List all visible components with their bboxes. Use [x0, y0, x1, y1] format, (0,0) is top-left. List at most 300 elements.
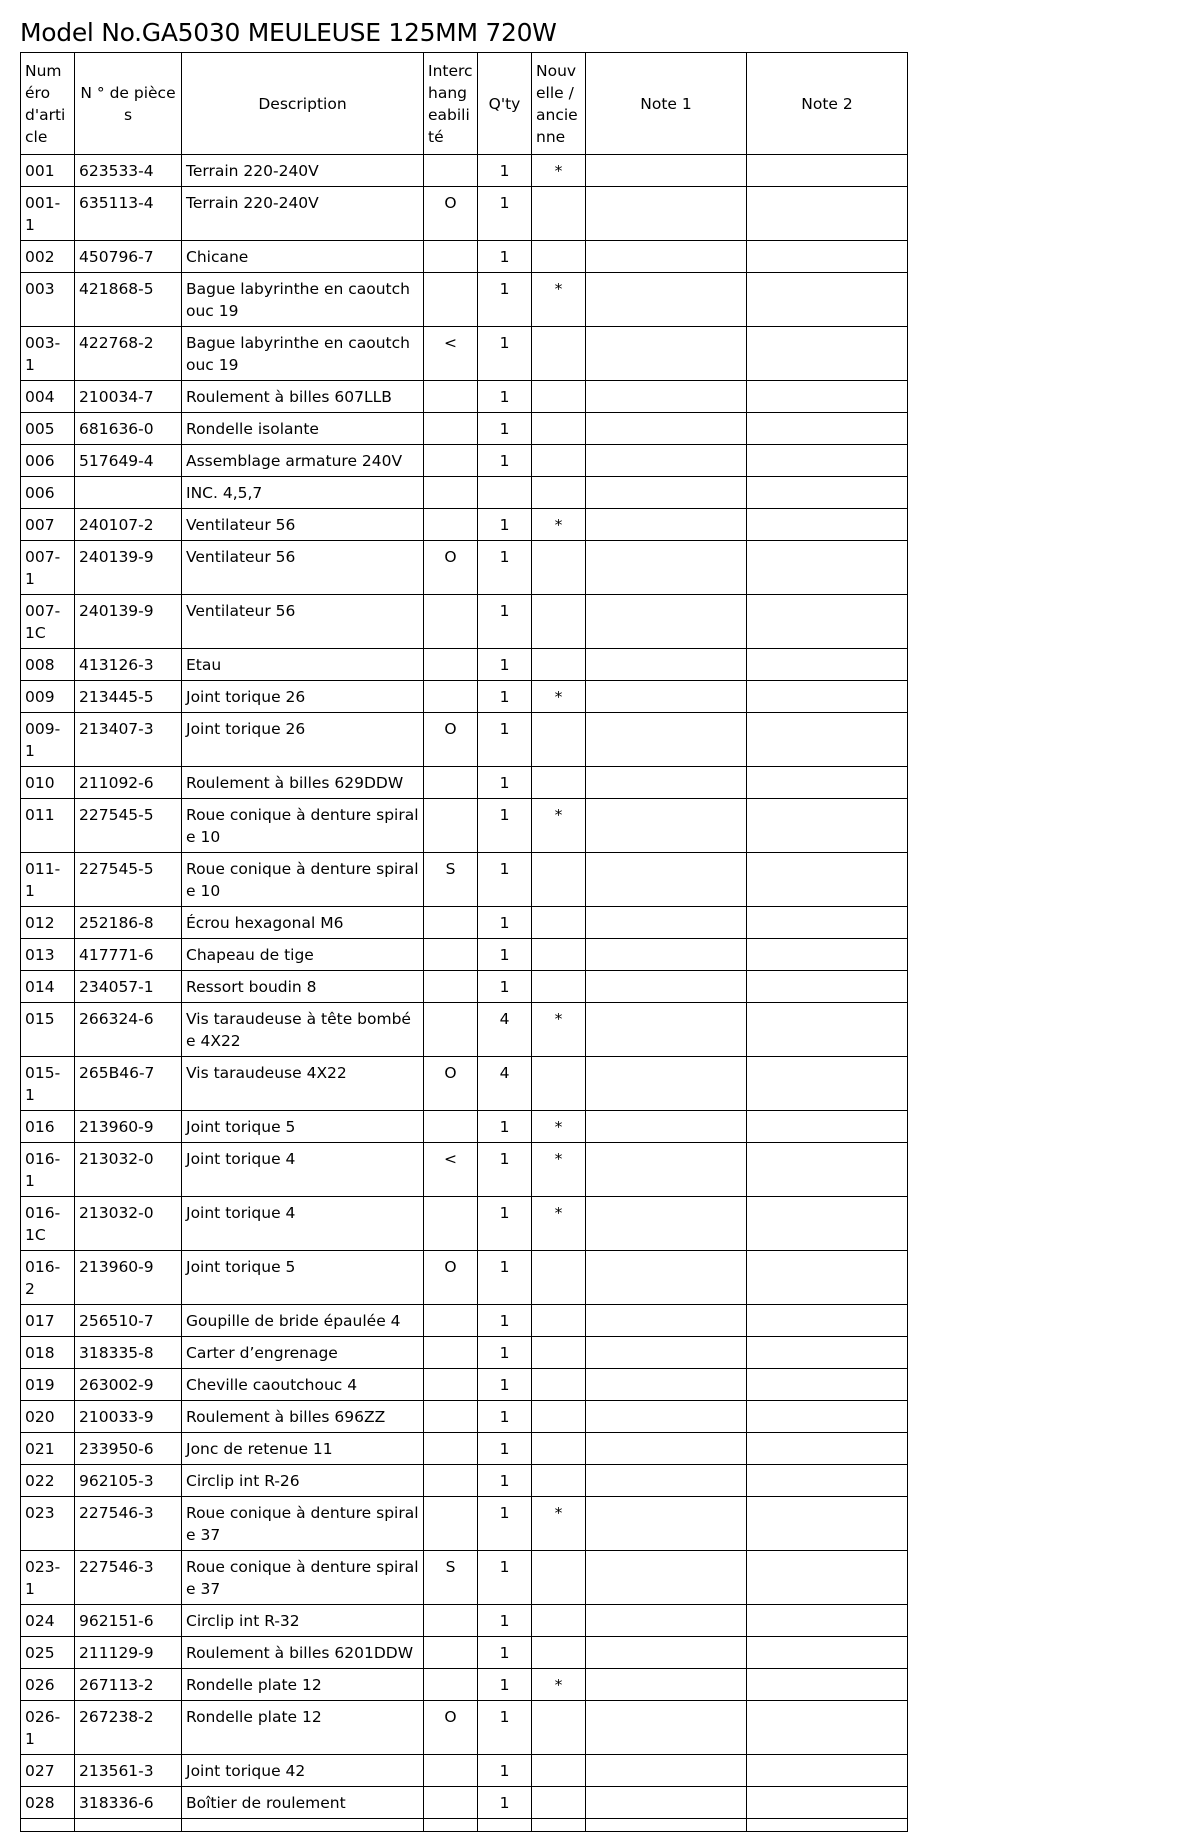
note-2-cell [747, 477, 908, 509]
table-row [21, 649, 908, 681]
table-row [21, 509, 908, 541]
empty-cell [747, 1819, 908, 1832]
item-no-cell: 013 [21, 939, 75, 971]
part-no-cell: 211092-6 [75, 767, 182, 799]
description-cell: Circlip int R-32 [182, 1605, 424, 1637]
qty-cell: 1 [478, 1305, 532, 1337]
description-cell: Joint torique 26 [182, 713, 424, 767]
note-2-cell [747, 1143, 908, 1197]
part-no-cell: 421868-5 [75, 273, 182, 327]
note-1-cell [586, 327, 747, 381]
table-row [21, 1369, 908, 1401]
new-old-cell [532, 939, 586, 971]
new-old-cell [532, 649, 586, 681]
part-no-cell: 517649-4 [75, 445, 182, 477]
note-2-cell [747, 713, 908, 767]
new-old-cell [532, 327, 586, 381]
interchangeability-cell [424, 477, 478, 509]
header-description: Description [182, 53, 424, 155]
qty-cell: 1 [478, 273, 532, 327]
note-2-cell [747, 509, 908, 541]
qty-cell: 1 [478, 1701, 532, 1755]
new-old-cell: * [532, 509, 586, 541]
note-1-cell [586, 241, 747, 273]
new-old-cell [532, 767, 586, 799]
new-old-cell [532, 1637, 586, 1669]
interchangeability-cell [424, 1605, 478, 1637]
description-cell: Ressort boudin 8 [182, 971, 424, 1003]
qty-cell: 1 [478, 1497, 532, 1551]
qty-cell: 1 [478, 1197, 532, 1251]
description-cell: Terrain 220-240V [182, 187, 424, 241]
part-no-cell: 417771-6 [75, 939, 182, 971]
table-row [21, 155, 908, 187]
qty-cell: 1 [478, 1111, 532, 1143]
interchangeability-cell [424, 509, 478, 541]
item-no-cell: 025 [21, 1637, 75, 1669]
item-no-cell: 003 [21, 273, 75, 327]
qty-cell: 1 [478, 649, 532, 681]
note-2-cell [747, 939, 908, 971]
description-cell: Joint torique 5 [182, 1111, 424, 1143]
item-no-cell: 023 [21, 1497, 75, 1551]
note-2-cell [747, 445, 908, 477]
description-cell: Terrain 220-240V [182, 155, 424, 187]
interchangeability-cell: S [424, 853, 478, 907]
qty-cell: 1 [478, 541, 532, 595]
qty-cell: 1 [478, 939, 532, 971]
item-no-cell: 020 [21, 1401, 75, 1433]
table-row [21, 241, 908, 273]
new-old-cell [532, 477, 586, 509]
note-1-cell [586, 187, 747, 241]
description-cell: Roulement à billes 696ZZ [182, 1401, 424, 1433]
part-no-cell: 240139-9 [75, 541, 182, 595]
part-no-cell: 267238-2 [75, 1701, 182, 1755]
description-cell: Joint torique 26 [182, 681, 424, 713]
empty-cell [532, 1819, 586, 1832]
note-1-cell [586, 1669, 747, 1701]
qty-cell: 1 [478, 187, 532, 241]
note-2-cell [747, 1057, 908, 1111]
description-cell: Vis taraudeuse à tête bombée 4X22 [182, 1003, 424, 1057]
part-no-cell: 210033-9 [75, 1401, 182, 1433]
table-row [21, 1669, 908, 1701]
new-old-cell: * [532, 799, 586, 853]
table-row [21, 595, 908, 649]
note-1-cell [586, 681, 747, 713]
note-1-cell [586, 1497, 747, 1551]
part-no-cell: 213960-9 [75, 1251, 182, 1305]
new-old-cell [532, 907, 586, 939]
description-cell: Chicane [182, 241, 424, 273]
part-no-cell: 227546-3 [75, 1551, 182, 1605]
new-old-cell: * [532, 681, 586, 713]
qty-cell: 4 [478, 1057, 532, 1111]
item-no-cell: 007-1 [21, 541, 75, 595]
interchangeability-cell [424, 381, 478, 413]
table-row [21, 853, 908, 907]
interchangeability-cell [424, 681, 478, 713]
item-no-cell: 026-1 [21, 1701, 75, 1755]
new-old-cell [532, 1401, 586, 1433]
new-old-cell [532, 1465, 586, 1497]
qty-cell: 1 [478, 1433, 532, 1465]
interchangeability-cell [424, 1111, 478, 1143]
note-1-cell [586, 273, 747, 327]
item-no-cell: 008 [21, 649, 75, 681]
qty-cell: 1 [478, 1605, 532, 1637]
qty-cell: 1 [478, 1465, 532, 1497]
description-cell: Ventilateur 56 [182, 595, 424, 649]
table-row [21, 767, 908, 799]
table-row [21, 1433, 908, 1465]
interchangeability-cell: O [424, 1251, 478, 1305]
note-2-cell [747, 1337, 908, 1369]
item-no-cell: 007 [21, 509, 75, 541]
part-no-cell: 681636-0 [75, 413, 182, 445]
new-old-cell: * [532, 1669, 586, 1701]
note-1-cell [586, 1251, 747, 1305]
description-cell: Bague labyrinthe en caoutchouc 19 [182, 273, 424, 327]
empty-cell [424, 1819, 478, 1832]
new-old-cell: * [532, 1197, 586, 1251]
part-no-cell: 234057-1 [75, 971, 182, 1003]
item-no-cell: 017 [21, 1305, 75, 1337]
item-no-cell: 021 [21, 1433, 75, 1465]
item-no-cell: 024 [21, 1605, 75, 1637]
part-no-cell: 213407-3 [75, 713, 182, 767]
description-cell: Joint torique 5 [182, 1251, 424, 1305]
interchangeability-cell [424, 799, 478, 853]
item-no-cell: 002 [21, 241, 75, 273]
description-cell: Roulement à billes 607LLB [182, 381, 424, 413]
description-cell: Roue conique à denture spirale 37 [182, 1551, 424, 1605]
new-old-cell [532, 241, 586, 273]
interchangeability-cell [424, 1497, 478, 1551]
part-no-cell: 213445-5 [75, 681, 182, 713]
note-1-cell [586, 1637, 747, 1669]
note-2-cell [747, 327, 908, 381]
note-2-cell [747, 1605, 908, 1637]
note-2-cell [747, 1755, 908, 1787]
part-no-cell: 233950-6 [75, 1433, 182, 1465]
header-interchangeability: Interchangeabilité [424, 53, 478, 155]
item-no-cell: 005 [21, 413, 75, 445]
part-no-cell: 318336-6 [75, 1787, 182, 1819]
table-row [21, 1003, 908, 1057]
note-2-cell [747, 1197, 908, 1251]
qty-cell: 1 [478, 713, 532, 767]
note-1-cell [586, 649, 747, 681]
interchangeability-cell [424, 767, 478, 799]
item-no-cell: 023-1 [21, 1551, 75, 1605]
note-2-cell [747, 1669, 908, 1701]
new-old-cell: * [532, 1143, 586, 1197]
qty-cell: 1 [478, 1143, 532, 1197]
header-note-1: Note 1 [586, 53, 747, 155]
note-2-cell [747, 187, 908, 241]
new-old-cell [532, 1369, 586, 1401]
part-no-cell: 635113-4 [75, 187, 182, 241]
note-1-cell [586, 1111, 747, 1143]
header-note-2: Note 2 [747, 53, 908, 155]
table-row [21, 1465, 908, 1497]
note-2-cell [747, 413, 908, 445]
note-1-cell [586, 155, 747, 187]
item-no-cell: 004 [21, 381, 75, 413]
description-cell: Joint torique 4 [182, 1143, 424, 1197]
interchangeability-cell [424, 1433, 478, 1465]
new-old-cell: * [532, 1111, 586, 1143]
note-1-cell [586, 1305, 747, 1337]
note-1-cell [586, 1057, 747, 1111]
table-row [21, 1143, 908, 1197]
interchangeability-cell [424, 649, 478, 681]
table-row [21, 799, 908, 853]
description-cell: Vis taraudeuse 4X22 [182, 1057, 424, 1111]
qty-cell: 1 [478, 853, 532, 907]
table-row [21, 187, 908, 241]
interchangeability-cell [424, 1637, 478, 1669]
part-no-cell: 318335-8 [75, 1337, 182, 1369]
interchangeability-cell [424, 1197, 478, 1251]
item-no-cell: 016-1C [21, 1197, 75, 1251]
note-2-cell [747, 241, 908, 273]
qty-cell: 1 [478, 155, 532, 187]
description-cell: Ventilateur 56 [182, 541, 424, 595]
note-2-cell [747, 155, 908, 187]
table-row [21, 445, 908, 477]
table-row [21, 381, 908, 413]
qty-cell: 1 [478, 381, 532, 413]
new-old-cell [532, 1337, 586, 1369]
table-row [21, 1551, 908, 1605]
item-no-cell: 006 [21, 445, 75, 477]
note-1-cell [586, 1401, 747, 1433]
table-row [21, 1637, 908, 1669]
new-old-cell [532, 1701, 586, 1755]
note-1-cell [586, 595, 747, 649]
description-cell: Joint torique 42 [182, 1755, 424, 1787]
new-old-cell [532, 713, 586, 767]
interchangeability-cell: O [424, 713, 478, 767]
qty-cell: 1 [478, 1369, 532, 1401]
qty-cell: 1 [478, 241, 532, 273]
new-old-cell: * [532, 155, 586, 187]
qty-cell: 1 [478, 1337, 532, 1369]
table-row [21, 477, 908, 509]
interchangeability-cell: O [424, 541, 478, 595]
interchangeability-cell: < [424, 1143, 478, 1197]
header-item-no: Numéro d'article [21, 53, 75, 155]
note-1-cell [586, 853, 747, 907]
table-row [21, 1251, 908, 1305]
table-row [21, 1605, 908, 1637]
qty-cell: 1 [478, 1755, 532, 1787]
item-no-cell: 014 [21, 971, 75, 1003]
item-no-cell: 003-1 [21, 327, 75, 381]
interchangeability-cell [424, 155, 478, 187]
description-cell: Roulement à billes 6201DDW [182, 1637, 424, 1669]
part-no-cell: 210034-7 [75, 381, 182, 413]
empty-cell [75, 1819, 182, 1832]
part-no-cell: 213032-0 [75, 1143, 182, 1197]
table-row [21, 1401, 908, 1433]
description-cell: Écrou hexagonal M6 [182, 907, 424, 939]
new-old-cell [532, 1433, 586, 1465]
new-old-cell [532, 1551, 586, 1605]
part-no-cell: 962105-3 [75, 1465, 182, 1497]
note-1-cell [586, 509, 747, 541]
interchangeability-cell: O [424, 1057, 478, 1111]
description-cell: Cheville caoutchouc 4 [182, 1369, 424, 1401]
item-no-cell: 009 [21, 681, 75, 713]
note-1-cell [586, 413, 747, 445]
qty-cell: 1 [478, 1251, 532, 1305]
note-2-cell [747, 1369, 908, 1401]
description-cell: Assemblage armature 240V [182, 445, 424, 477]
item-no-cell: 011 [21, 799, 75, 853]
item-no-cell: 011-1 [21, 853, 75, 907]
note-2-cell [747, 1551, 908, 1605]
table-header-row [21, 53, 908, 155]
page-title: Model No.GA5030 MEULEUSE 125MM 720W [20, 18, 557, 47]
item-no-cell: 012 [21, 907, 75, 939]
description-cell: Etau [182, 649, 424, 681]
part-no-cell: 227545-5 [75, 853, 182, 907]
table-row [21, 1787, 908, 1819]
item-no-cell: 016 [21, 1111, 75, 1143]
note-2-cell [747, 381, 908, 413]
note-1-cell [586, 381, 747, 413]
note-1-cell [586, 445, 747, 477]
description-cell: Jonc de retenue 11 [182, 1433, 424, 1465]
qty-cell: 1 [478, 1669, 532, 1701]
item-no-cell: 018 [21, 1337, 75, 1369]
new-old-cell [532, 971, 586, 1003]
qty-cell: 1 [478, 907, 532, 939]
part-no-cell: 213561-3 [75, 1755, 182, 1787]
note-1-cell [586, 477, 747, 509]
interchangeability-cell [424, 1787, 478, 1819]
item-no-cell: 016-1 [21, 1143, 75, 1197]
qty-cell: 1 [478, 1401, 532, 1433]
table-body [21, 155, 908, 1832]
interchangeability-cell [424, 1465, 478, 1497]
note-1-cell [586, 971, 747, 1003]
description-cell: INC. 4,5,7 [182, 477, 424, 509]
new-old-cell [532, 1251, 586, 1305]
part-no-cell: 213960-9 [75, 1111, 182, 1143]
table-row [21, 1057, 908, 1111]
note-1-cell [586, 1143, 747, 1197]
new-old-cell [532, 187, 586, 241]
table-row [21, 541, 908, 595]
note-2-cell [747, 1401, 908, 1433]
note-2-cell [747, 1465, 908, 1497]
table-row [21, 1305, 908, 1337]
description-cell: Rondelle isolante [182, 413, 424, 445]
part-no-cell: 450796-7 [75, 241, 182, 273]
part-no-cell: 211129-9 [75, 1637, 182, 1669]
qty-cell: 1 [478, 413, 532, 445]
interchangeability-cell [424, 1755, 478, 1787]
part-no-cell: 240139-9 [75, 595, 182, 649]
item-no-cell: 028 [21, 1787, 75, 1819]
empty-cell [182, 1819, 424, 1832]
qty-cell: 1 [478, 767, 532, 799]
new-old-cell [532, 853, 586, 907]
qty-cell: 1 [478, 1787, 532, 1819]
note-2-cell [747, 1433, 908, 1465]
part-no-cell: 413126-3 [75, 649, 182, 681]
qty-cell: 4 [478, 1003, 532, 1057]
interchangeability-cell [424, 1369, 478, 1401]
part-no-cell [75, 477, 182, 509]
item-no-cell: 007-1C [21, 595, 75, 649]
note-1-cell [586, 1197, 747, 1251]
interchangeability-cell: S [424, 1551, 478, 1605]
part-no-cell: 267113-2 [75, 1669, 182, 1701]
new-old-cell [532, 1787, 586, 1819]
parts-table [20, 52, 908, 1832]
table-row [21, 273, 908, 327]
item-no-cell: 016-2 [21, 1251, 75, 1305]
note-2-cell [747, 767, 908, 799]
note-1-cell [586, 541, 747, 595]
header-part-no: N ° de pièces [75, 53, 182, 155]
note-1-cell [586, 1755, 747, 1787]
note-1-cell [586, 1551, 747, 1605]
table-row [21, 713, 908, 767]
new-old-cell [532, 595, 586, 649]
note-1-cell [586, 767, 747, 799]
interchangeability-cell [424, 413, 478, 445]
note-2-cell [747, 1701, 908, 1755]
part-no-cell: 213032-0 [75, 1197, 182, 1251]
item-no-cell: 026 [21, 1669, 75, 1701]
note-2-cell [747, 1787, 908, 1819]
qty-cell: 1 [478, 681, 532, 713]
item-no-cell: 001-1 [21, 187, 75, 241]
note-1-cell [586, 1701, 747, 1755]
note-1-cell [586, 907, 747, 939]
new-old-cell [532, 445, 586, 477]
description-cell: Ventilateur 56 [182, 509, 424, 541]
qty-cell: 1 [478, 327, 532, 381]
note-2-cell [747, 273, 908, 327]
new-old-cell [532, 1305, 586, 1337]
table-row [21, 681, 908, 713]
note-2-cell [747, 907, 908, 939]
table-row [21, 1111, 908, 1143]
part-no-cell: 623533-4 [75, 155, 182, 187]
part-no-cell: 240107-2 [75, 509, 182, 541]
interchangeability-cell [424, 1669, 478, 1701]
interchangeability-cell [424, 971, 478, 1003]
description-cell: Rondelle plate 12 [182, 1701, 424, 1755]
note-2-cell [747, 1497, 908, 1551]
note-2-cell [747, 649, 908, 681]
description-cell: Carter d’engrenage [182, 1337, 424, 1369]
interchangeability-cell [424, 1401, 478, 1433]
new-old-cell [532, 381, 586, 413]
qty-cell: 1 [478, 509, 532, 541]
new-old-cell [532, 413, 586, 445]
note-2-cell [747, 541, 908, 595]
note-2-cell [747, 1251, 908, 1305]
